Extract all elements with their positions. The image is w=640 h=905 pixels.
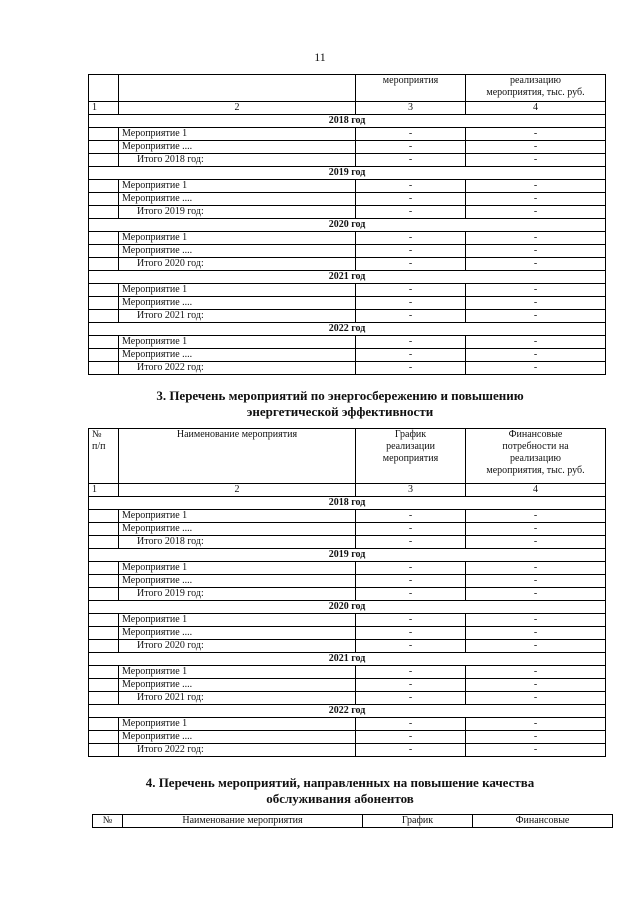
finance-cell: - — [466, 141, 606, 154]
schedule-cell: - — [356, 614, 466, 627]
table-row — [89, 362, 606, 375]
schedule-cell: - — [356, 180, 466, 193]
finance-cell: - — [466, 128, 606, 141]
schedule-cell: - — [356, 336, 466, 349]
finance-cell: - — [466, 336, 606, 349]
service-quality-table — [92, 814, 613, 828]
table-header-row — [89, 75, 606, 102]
event-name-cell: Мероприятие .... — [119, 575, 356, 588]
table-row — [89, 245, 606, 258]
table-row — [89, 206, 606, 219]
finance-cell: - — [466, 523, 606, 536]
row-number-cell — [89, 180, 119, 193]
event-name-cell: Мероприятие .... — [119, 193, 356, 206]
row-number-cell — [89, 297, 119, 310]
row-number-cell — [89, 362, 119, 375]
table-row — [89, 627, 606, 640]
event-name-cell: Мероприятие .... — [119, 731, 356, 744]
year-label: 2021 год — [89, 653, 606, 666]
year-label: 2022 год — [89, 323, 606, 336]
schedule-cell: - — [356, 640, 466, 653]
schedule-cell: - — [356, 627, 466, 640]
row-number-cell — [89, 536, 119, 549]
row-number-cell — [89, 245, 119, 258]
event-name-cell: Мероприятие 1 — [119, 666, 356, 679]
header-cell-number: № — [93, 815, 123, 828]
row-number-cell — [89, 510, 119, 523]
column-number: 4 — [466, 484, 606, 497]
table-header-row — [89, 429, 606, 484]
finance-cell: - — [466, 640, 606, 653]
event-name-cell: Мероприятие .... — [119, 627, 356, 640]
row-number-cell — [89, 523, 119, 536]
row-number-cell — [89, 718, 119, 731]
row-number-cell — [89, 679, 119, 692]
event-name-cell: Итого 2018 год: — [119, 536, 356, 549]
row-number-cell — [89, 666, 119, 679]
year-row — [89, 167, 606, 180]
table-row — [89, 614, 606, 627]
schedule-cell: - — [356, 297, 466, 310]
year-label: 2019 год — [89, 167, 606, 180]
year-row — [89, 219, 606, 232]
schedule-cell: - — [356, 206, 466, 219]
page-number: 11 — [314, 50, 326, 64]
finance-cell: - — [466, 562, 606, 575]
header-text: реализации — [386, 441, 435, 452]
table-row — [89, 232, 606, 245]
row-number-cell — [89, 349, 119, 362]
row-number-cell — [89, 614, 119, 627]
year-row — [89, 271, 606, 284]
row-number-cell — [89, 731, 119, 744]
header-text: График — [394, 429, 427, 440]
header-cell-number — [89, 429, 119, 484]
table-row — [89, 692, 606, 705]
header-cell-number — [89, 75, 119, 102]
column-number-row — [89, 484, 606, 497]
finance-cell: - — [466, 731, 606, 744]
event-name-cell: Мероприятие .... — [119, 349, 356, 362]
year-label: 2022 год — [89, 705, 606, 718]
schedule-cell: - — [356, 284, 466, 297]
year-label: 2020 год — [89, 219, 606, 232]
finance-cell: - — [466, 536, 606, 549]
header-cell-schedule — [356, 75, 466, 102]
schedule-cell: - — [356, 232, 466, 245]
event-name-cell: Мероприятие 1 — [119, 284, 356, 297]
section-title-line: 4. Перечень мероприятий, направленных на повышение качества — [145, 775, 535, 790]
finance-cell: - — [466, 744, 606, 757]
column-number: 4 — [466, 102, 606, 115]
header-text: Финансовые — [508, 429, 563, 440]
year-label: 2020 год — [89, 601, 606, 614]
finance-cell: - — [466, 627, 606, 640]
year-row — [89, 601, 606, 614]
finance-cell: - — [466, 679, 606, 692]
finance-cell: - — [466, 692, 606, 705]
schedule-cell: - — [356, 258, 466, 271]
finance-cell: - — [466, 510, 606, 523]
table-row — [89, 666, 606, 679]
schedule-cell: - — [356, 362, 466, 375]
column-number-row — [89, 102, 606, 115]
finance-cell: - — [466, 206, 606, 219]
row-number-cell — [89, 284, 119, 297]
table-row — [89, 575, 606, 588]
table-row — [89, 510, 606, 523]
year-row — [89, 323, 606, 336]
finance-cell: - — [466, 193, 606, 206]
schedule-cell: - — [356, 588, 466, 601]
row-number-cell — [89, 128, 119, 141]
schedule-cell: - — [356, 718, 466, 731]
table-row — [89, 180, 606, 193]
section-title-line: энергетической эффективности — [246, 404, 434, 419]
schedule-cell: - — [356, 692, 466, 705]
row-number-cell — [89, 193, 119, 206]
table-row — [89, 310, 606, 323]
finance-cell: - — [466, 575, 606, 588]
event-name-cell: Итого 2021 год: — [119, 310, 356, 323]
header-text: Наименование мероприятия — [176, 429, 298, 440]
column-number: 1 — [89, 484, 119, 497]
header-cell-finance — [466, 75, 606, 102]
header-text: мероприятия — [382, 75, 439, 86]
event-name-cell: Мероприятие 1 — [119, 510, 356, 523]
event-name-cell: Мероприятие 1 — [119, 180, 356, 193]
schedule-cell: - — [356, 731, 466, 744]
column-number: 2 — [119, 102, 356, 115]
table-row — [89, 284, 606, 297]
header-cell-name — [119, 429, 356, 484]
header-text: п/п — [92, 441, 106, 452]
event-name-cell: Итого 2022 год: — [119, 744, 356, 757]
header-text: реализацию — [510, 453, 561, 464]
row-number-cell — [89, 141, 119, 154]
year-row — [89, 705, 606, 718]
finance-cell: - — [466, 284, 606, 297]
finance-cell: - — [466, 588, 606, 601]
event-name-cell: Итого 2019 год: — [119, 206, 356, 219]
table-header-row — [93, 815, 613, 828]
row-number-cell — [89, 336, 119, 349]
event-name-cell: Мероприятие 1 — [119, 336, 356, 349]
table-row — [89, 258, 606, 271]
row-number-cell — [89, 575, 119, 588]
event-name-cell: Мероприятие 1 — [119, 562, 356, 575]
column-number: 1 — [89, 102, 119, 115]
table-row — [89, 640, 606, 653]
table-row — [89, 297, 606, 310]
schedule-cell: - — [356, 744, 466, 757]
year-row — [89, 115, 606, 128]
event-name-cell: Мероприятие .... — [119, 297, 356, 310]
schedule-cell: - — [356, 575, 466, 588]
year-row — [89, 497, 606, 510]
schedule-cell: - — [356, 679, 466, 692]
schedule-cell: - — [356, 666, 466, 679]
column-number: 2 — [119, 484, 356, 497]
table-row — [89, 536, 606, 549]
header-cell-schedule — [356, 429, 466, 484]
event-name-cell: Итого 2022 год: — [119, 362, 356, 375]
schedule-cell: - — [356, 562, 466, 575]
table-row — [89, 523, 606, 536]
table-row — [89, 562, 606, 575]
table-row — [89, 128, 606, 141]
header-cell-name: Наименование мероприятия — [123, 815, 363, 828]
header-cell-name — [119, 75, 356, 102]
event-name-cell: Итого 2019 год: — [119, 588, 356, 601]
section-3-title — [80, 388, 600, 420]
year-label: 2021 год — [89, 271, 606, 284]
year-row — [89, 653, 606, 666]
header-text: мероприятия, тыс. руб. — [486, 87, 585, 98]
finance-cell: - — [466, 349, 606, 362]
table-row — [89, 193, 606, 206]
schedule-cell: - — [356, 245, 466, 258]
table-row — [89, 336, 606, 349]
event-name-cell: Итого 2020 год: — [119, 258, 356, 271]
header-text: мероприятия — [382, 453, 439, 464]
event-name-cell: Мероприятие .... — [119, 679, 356, 692]
section-title-line: 3. Перечень мероприятий по энергосбережению и повышению — [156, 388, 524, 403]
finance-cell: - — [466, 666, 606, 679]
header-text: потребности на — [502, 441, 569, 452]
event-name-cell: Мероприятие .... — [119, 245, 356, 258]
event-name-cell: Мероприятие 1 — [119, 718, 356, 731]
table-continued — [88, 74, 606, 375]
schedule-cell: - — [356, 349, 466, 362]
section-title-line: обслуживания абонентов — [266, 791, 414, 806]
schedule-cell: - — [356, 523, 466, 536]
schedule-cell: - — [356, 536, 466, 549]
finance-cell: - — [466, 297, 606, 310]
row-number-cell — [89, 258, 119, 271]
finance-cell: - — [466, 310, 606, 323]
table-row — [89, 588, 606, 601]
section-4-title — [80, 775, 600, 807]
finance-cell: - — [466, 362, 606, 375]
energy-saving-table — [88, 428, 606, 757]
row-number-cell — [89, 154, 119, 167]
column-number: 3 — [356, 102, 466, 115]
year-row — [89, 549, 606, 562]
event-name-cell: Итого 2020 год: — [119, 640, 356, 653]
row-number-cell — [89, 640, 119, 653]
year-label: 2018 год — [89, 497, 606, 510]
finance-cell: - — [466, 614, 606, 627]
table-row — [89, 731, 606, 744]
header-cell-finance — [466, 429, 606, 484]
row-number-cell — [89, 310, 119, 323]
year-label: 2019 год — [89, 549, 606, 562]
schedule-cell: - — [356, 510, 466, 523]
table-row — [89, 744, 606, 757]
row-number-cell — [89, 627, 119, 640]
event-name-cell: Мероприятие .... — [119, 141, 356, 154]
finance-cell: - — [466, 245, 606, 258]
finance-cell: - — [466, 154, 606, 167]
table-row — [89, 154, 606, 167]
table-row — [89, 141, 606, 154]
row-number-cell — [89, 692, 119, 705]
finance-cell: - — [466, 718, 606, 731]
row-number-cell — [89, 562, 119, 575]
column-number: 3 — [356, 484, 466, 497]
header-text: реализацию — [510, 75, 561, 86]
table-row — [89, 718, 606, 731]
year-label: 2018 год — [89, 115, 606, 128]
event-name-cell: Итого 2018 год: — [119, 154, 356, 167]
row-number-cell — [89, 744, 119, 757]
finance-cell: - — [466, 180, 606, 193]
row-number-cell — [89, 588, 119, 601]
schedule-cell: - — [356, 154, 466, 167]
finance-cell: - — [466, 258, 606, 271]
event-name-cell: Мероприятие 1 — [119, 232, 356, 245]
schedule-cell: - — [356, 128, 466, 141]
table-row — [89, 679, 606, 692]
event-name-cell: Мероприятие .... — [119, 523, 356, 536]
header-text: № — [92, 429, 102, 440]
finance-cell: - — [466, 232, 606, 245]
row-number-cell — [89, 232, 119, 245]
header-text: мероприятия, тыс. руб. — [486, 465, 585, 476]
event-name-cell: Мероприятие 1 — [119, 128, 356, 141]
header-cell-schedule: График — [363, 815, 473, 828]
schedule-cell: - — [356, 310, 466, 323]
event-name-cell: Итого 2021 год: — [119, 692, 356, 705]
row-number-cell — [89, 206, 119, 219]
table-row — [89, 349, 606, 362]
schedule-cell: - — [356, 141, 466, 154]
schedule-cell: - — [356, 193, 466, 206]
event-name-cell: Мероприятие 1 — [119, 614, 356, 627]
header-cell-finance: Финансовые — [473, 815, 613, 828]
